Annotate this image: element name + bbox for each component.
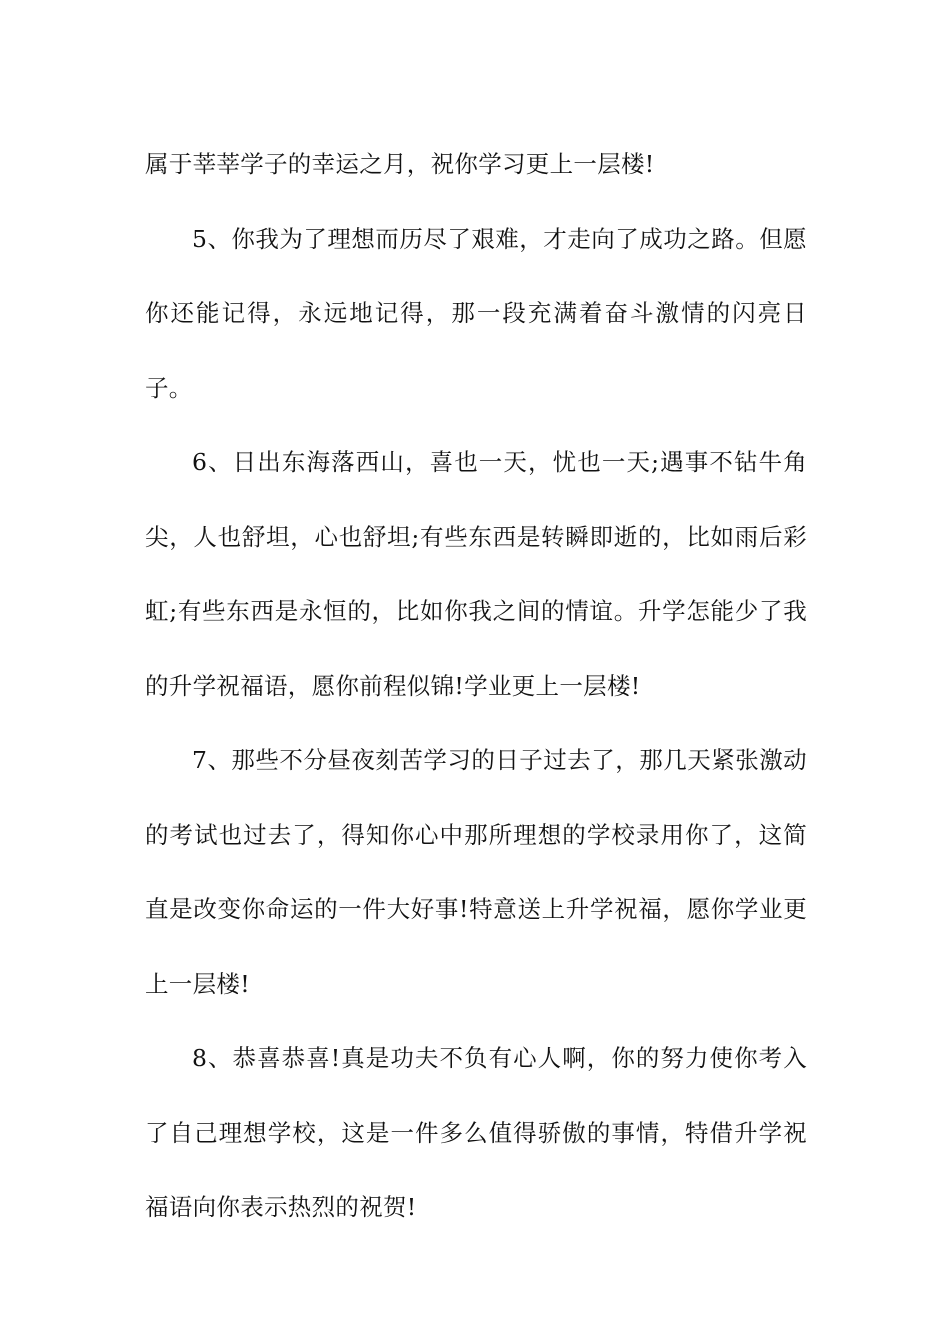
paragraph-item-5: 5、你我为了理想而历尽了艰难，才走向了成功之路。但愿你还能记得，永远地记得，那一段充满着奋斗激情的闪亮日子。 xyxy=(145,224,807,402)
paragraph-item-7: 7、那些不分昼夜刻苦学习的日子过去了，那几天紧张激动的考试也过去了，得知你心中那所理想的学校录用你了，这简直是改变你命运的一件大好事!特意送上升学祝福，愿你学业更上一层楼! xyxy=(145,746,807,998)
paragraph-continuation: 属于莘莘学子的幸运之月，祝你学习更上一层楼! xyxy=(145,150,655,178)
paragraph-item-8: 8、恭喜恭喜!真是功夫不负有心人啊，你的努力使你考入了自己理想学校，这是一件多么值得骄傲的事情，特借升学祝福语向你表示热烈的祝贺! xyxy=(145,1044,807,1221)
document-body xyxy=(145,127,807,1245)
paragraph-item-6: 6、日出东海落西山，喜也一天，忧也一天;遇事不钻牛角尖，人也舒坦，心也舒坦;有些东西是转瞬即逝的，比如雨后彩虹;有些东西是永恒的，比如你我之间的情谊。升学怎能少了我的升学祝福语，愿你前程似锦!学业更上一层楼! xyxy=(145,448,807,700)
